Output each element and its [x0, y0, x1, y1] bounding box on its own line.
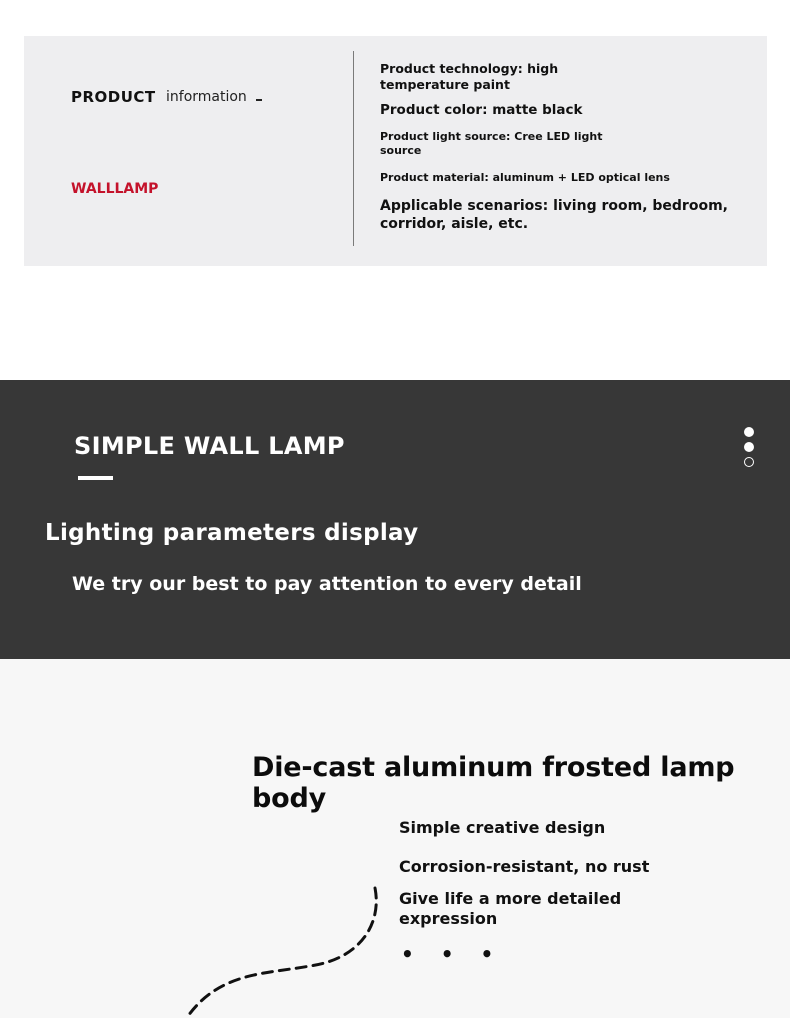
vertical-dots-icon — [744, 427, 755, 472]
spec-material: Product material: aluminum + LED optical lens — [380, 171, 670, 184]
banner-heading: Lighting parameters display — [45, 520, 419, 546]
product-label: PRODUCT — [71, 88, 156, 106]
vertical-divider — [353, 51, 354, 246]
dot-filled-icon — [744, 427, 754, 437]
dot-filled-icon — [744, 442, 754, 452]
dot-outline-icon — [744, 457, 754, 467]
dashed-curve-decoration — [170, 884, 390, 1018]
category-label: WALLLAMP — [71, 181, 159, 197]
feature-item: Give life a more detailed expression — [399, 889, 622, 928]
spec-scenarios: Applicable scenarios: living room, bedroom, corridor, aisle, etc. — [380, 198, 728, 232]
feature-item: Simple creative design — [399, 818, 606, 837]
banner-title: SIMPLE WALL LAMP — [74, 432, 345, 460]
product-info-card — [24, 36, 767, 266]
information-label: information — [166, 89, 247, 105]
label-dash — [256, 99, 262, 101]
lamp-body-feature-section — [0, 659, 790, 1018]
banner-subheading: We try our best to pay attention to every detail — [72, 573, 582, 595]
feature-title: Die-cast aluminum frosted lamp body — [252, 752, 735, 814]
lighting-parameters-banner — [0, 380, 790, 659]
spec-technology: Product technology: high temperature paint — [380, 61, 559, 92]
spec-light-source: Product light source: Cree LED light source — [380, 130, 603, 157]
title-underline — [78, 476, 113, 480]
spec-color: Product color: matte black — [380, 102, 583, 118]
feature-item: Corrosion-resistant, no rust — [399, 857, 650, 876]
ellipsis: • • • — [401, 942, 504, 966]
